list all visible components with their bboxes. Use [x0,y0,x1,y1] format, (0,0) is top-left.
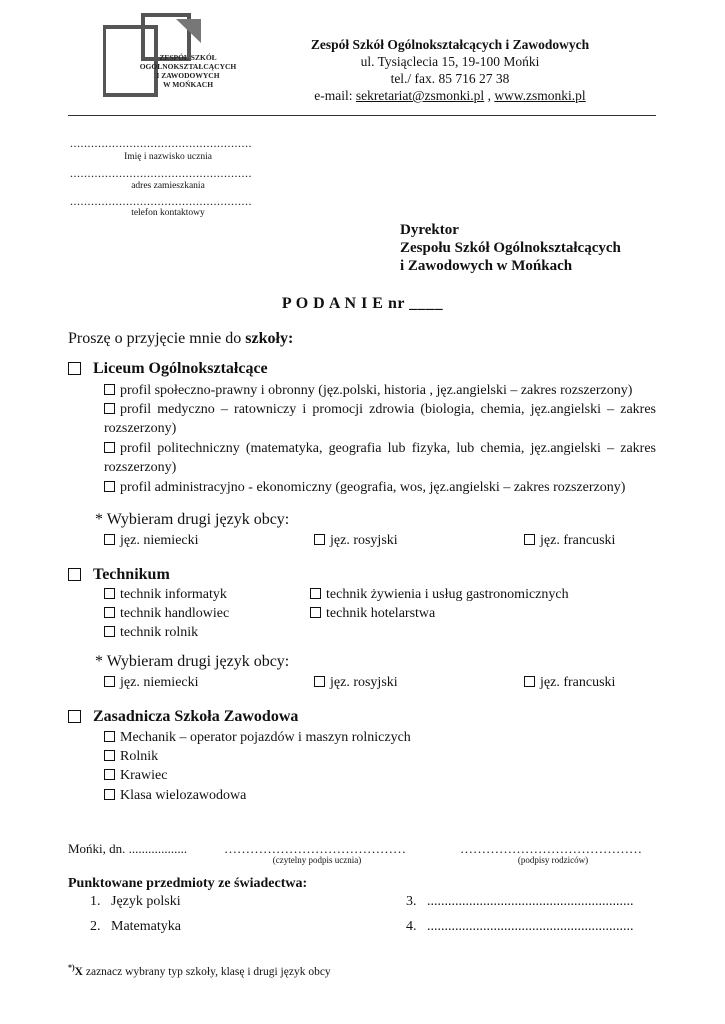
footnote: *)X zaznacz wybrany typ szkoły, klasę i drugi język obcy [68,963,331,978]
grade-subject-4[interactable]: 4. ........................................................... [406,919,634,934]
technikum-option: technik informatyk [104,587,227,603]
profile-option: profil politechniczny (matematyka, geografia lub fizyka, lub chemia, jęz.angielski – zakres rozszerzony) [104,441,656,475]
parents-signature-field[interactable]: …………………………………… [460,841,642,856]
name-label: Imię i nazwisko ucznia [124,152,212,162]
checkbox[interactable] [524,676,535,687]
profile-option: profil medyczno – ratowniczy i promocji zdrowia (biologia, chemia, jęz.angielski – zakres rozszerzony) [104,402,656,436]
name-field[interactable]: .................................................... [70,136,252,150]
checkbox[interactable] [104,607,115,618]
profile-option: profil społeczno-prawny i obronny (jęz.polski, historia , jęz.angielski – zakres rozszerzony) [104,381,656,400]
parents-signature-caption: (podpisy rodziców) [517,855,589,865]
zawodowa-section [68,708,298,726]
checkbox[interactable] [104,789,115,800]
zawodowa-checkbox[interactable] [68,710,81,723]
zawodowa-option: Klasa wielozawodowa [104,788,246,804]
language-option-french: jęz. francuski [524,675,615,691]
technikum-option: technik handlowiec [104,606,229,622]
logo-text: ZESPÓŁ SZKÓŁ OGÓLNOKSZTAŁCĄCYCH I ZAWODOWYCH W MOŃKACH [139,53,237,89]
language-heading: * Wybieram drugi język obcy: [95,511,290,528]
language-option-german: jęz. niemiecki [104,675,199,691]
technikum-option: technik rolnik [104,625,198,641]
language-option-german: jęz. niemiecki [104,533,199,549]
checkbox[interactable] [104,588,115,599]
grade-subject-1: 1. Język polski [90,894,181,909]
header-divider [68,115,656,116]
profile-checkbox-1[interactable] [104,384,115,395]
checkbox[interactable] [104,731,115,742]
checkbox[interactable] [524,534,535,545]
grade-subject-3[interactable]: 3. ........................................................... [406,894,634,909]
place-date-field[interactable]: Mońki, dn. .................. [68,841,188,856]
zawodowa-option: Mechanik – operator pojazdów i maszyn rolniczych [104,730,411,746]
checkbox[interactable] [104,750,115,761]
language-heading: * Wybieram drugi język obcy: [95,653,290,670]
liceum-checkbox[interactable] [68,362,81,375]
zawodowa-option: Rolnik [104,749,158,765]
address-label: adres zamieszkania [131,181,205,191]
school-logo [103,13,253,99]
checkbox[interactable] [310,607,321,618]
student-signature-caption: (czytelny podpis ucznia) [272,855,362,865]
phone-label: telefon kontaktowy [131,208,205,218]
document-title: P O D A N I E nr ____ [281,295,444,312]
checkbox[interactable] [104,626,115,637]
student-signature-field[interactable]: …………………………………… [224,841,406,856]
language-option-russian: jęz. rosyjski [314,675,398,691]
liceum-section [68,360,268,378]
checkbox[interactable] [104,676,115,687]
email-link[interactable]: sekretariat@zsmonki.pl [355,88,485,103]
checkbox[interactable] [104,769,115,780]
grade-subject-2: 2. Matematyka [90,919,181,934]
technikum-option: technik żywienia i usług gastronomicznych [310,587,569,603]
liceum-heading: Liceum Ogólnokształcące [93,360,268,377]
language-option-russian: jęz. rosyjski [314,533,398,549]
phone-field[interactable]: .................................................... [70,194,252,208]
checkbox[interactable] [314,534,325,545]
recipient-line-1: Dyrektor [400,222,459,238]
language-option-french: jęz. francuski [524,533,615,549]
school-contact: e-mail: sekretariat@zsmonki.pl , www.zsmonki.pl [314,88,586,103]
recipient-line-2: Zespołu Szkół Ogólnokształcących [400,240,621,256]
profile-checkbox-2[interactable] [104,403,115,414]
checkbox[interactable] [314,676,325,687]
school-phone: tel./ fax. 85 716 27 38 [390,71,510,86]
checkbox[interactable] [104,534,115,545]
zawodowa-heading: Zasadnicza Szkoła Zawodowa [93,708,299,725]
grades-heading: Punktowane przedmioty ze świadectwa: [68,876,308,891]
technikum-checkbox[interactable] [68,568,81,581]
profile-checkbox-4[interactable] [104,481,115,492]
recipient-line-3: i Zawodowych w Mońkach [400,258,573,274]
checkbox[interactable] [310,588,321,599]
profile-checkbox-3[interactable] [104,442,115,453]
school-address: ul. Tysiąclecia 15, 19-100 Mońki [360,54,540,69]
technikum-section [68,566,170,584]
zawodowa-option: Krawiec [104,768,167,784]
request-text: Proszę o przyjęcie mnie do szkoły: [68,330,294,347]
address-field[interactable]: .................................................... [70,166,252,180]
school-name: Zespół Szkół Ogólnokształcących i Zawodowych [310,37,590,52]
website-link[interactable]: www.zsmonki.pl [494,88,586,103]
profile-option: profil administracyjno - ekonomiczny (geografia, wos, jęz.angielski – zakres rozszerzony) [104,478,656,497]
technikum-option: technik hotelarstwa [310,606,435,622]
technikum-heading: Technikum [93,566,170,583]
